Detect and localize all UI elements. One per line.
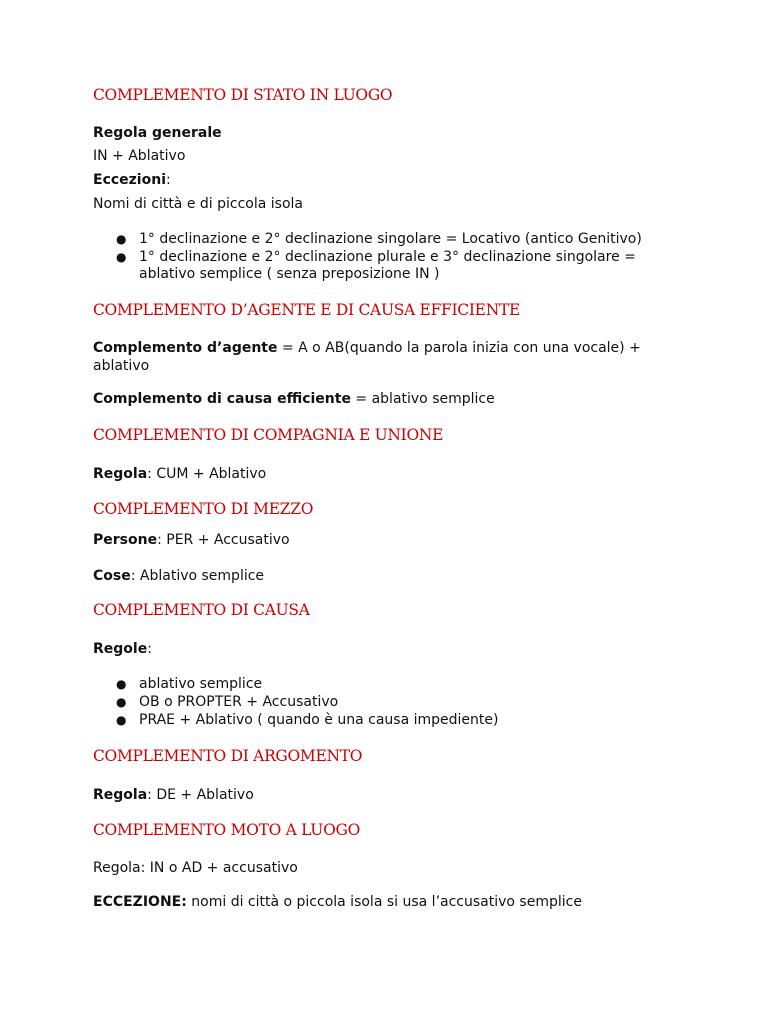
causa-efficiente-label: Complemento di causa efficiente [93,391,351,407]
argomento-rule [93,786,254,804]
list-item: OB o PROPTER + Accusativo [139,694,339,710]
bullet-icon: ● [116,695,127,709]
heading-causa: COMPLEMENTO DI CAUSA [93,601,310,619]
bullet-icon: ● [116,677,127,691]
argomento-value: : DE + Ablativo [147,787,254,803]
moto-a-luogo-exception [93,893,582,911]
bullet-icon: ● [116,250,127,264]
persone-label: Persone [93,532,158,548]
agente-value: = A o AB(quando la parola inizia con una vocale) + [277,340,641,356]
compagnia-rule [93,465,266,483]
agente-line [93,339,641,357]
compagnia-label: Regola [93,466,148,482]
exceptions-label: Eccezioni [93,172,166,188]
exceptions-colon: : [166,172,171,188]
rule-label: Regola generale [93,125,222,141]
rule-value: IN + Ablativo [93,148,186,164]
list-item: 1° declinazione e 2° declinazione singolare = Locativo (antico Genitivo) [139,231,642,247]
agente-value-continuation: ablativo [93,358,150,374]
mezzo-cose [93,567,264,585]
causa-efficiente-value: = ablativo semplice [350,391,495,407]
heading-compagnia: COMPLEMENTO DI COMPAGNIA E UNIONE [93,426,444,444]
bullet-icon: ● [116,713,127,727]
argomento-label: Regola [93,787,148,803]
bullet-icon: ● [116,232,127,246]
mezzo-persone [93,531,290,549]
cose-value: : Ablativo semplice [130,568,265,584]
causa-rules-line [93,640,152,658]
list-item-continuation: ablativo semplice ( senza preposizione IN ) [139,266,440,282]
persone-value: : PER + Accusativo [157,532,290,548]
heading-argomento: COMPLEMENTO DI ARGOMENTO [93,747,363,765]
exceptions-intro: Nomi di città e di piccola isola [93,196,303,212]
heading-agente: COMPLEMENTO D’AGENTE E DI CAUSA EFFICIENTE [93,301,521,319]
heading-mezzo: COMPLEMENTO DI MEZZO [93,500,314,518]
list-item: PRAE + Ablativo ( quando è una causa impediente) [139,712,499,728]
list-item: 1° declinazione e 2° declinazione plurale e 3° declinazione singolare = [139,249,636,265]
agente-label: Complemento d’agente [93,340,278,356]
causa-colon: : [147,641,152,657]
causa-label: Regole [93,641,148,657]
cose-label: Cose [93,568,131,584]
exception-label: ECCEZIONE: [93,894,187,910]
moto-a-luogo-rule: Regola: IN o AD + accusativo [93,860,298,876]
exceptions-line [93,171,171,189]
exception-value: nomi di città o piccola isola si usa l’accusativo semplice [186,894,582,910]
causa-efficiente-line [93,390,495,408]
list-item: ablativo semplice [139,676,263,692]
compagnia-value: : CUM + Ablativo [147,466,267,482]
heading-moto-a-luogo: COMPLEMENTO MOTO A LUOGO [93,821,360,839]
heading-stato-in-luogo: COMPLEMENTO DI STATO IN LUOGO [93,86,393,104]
